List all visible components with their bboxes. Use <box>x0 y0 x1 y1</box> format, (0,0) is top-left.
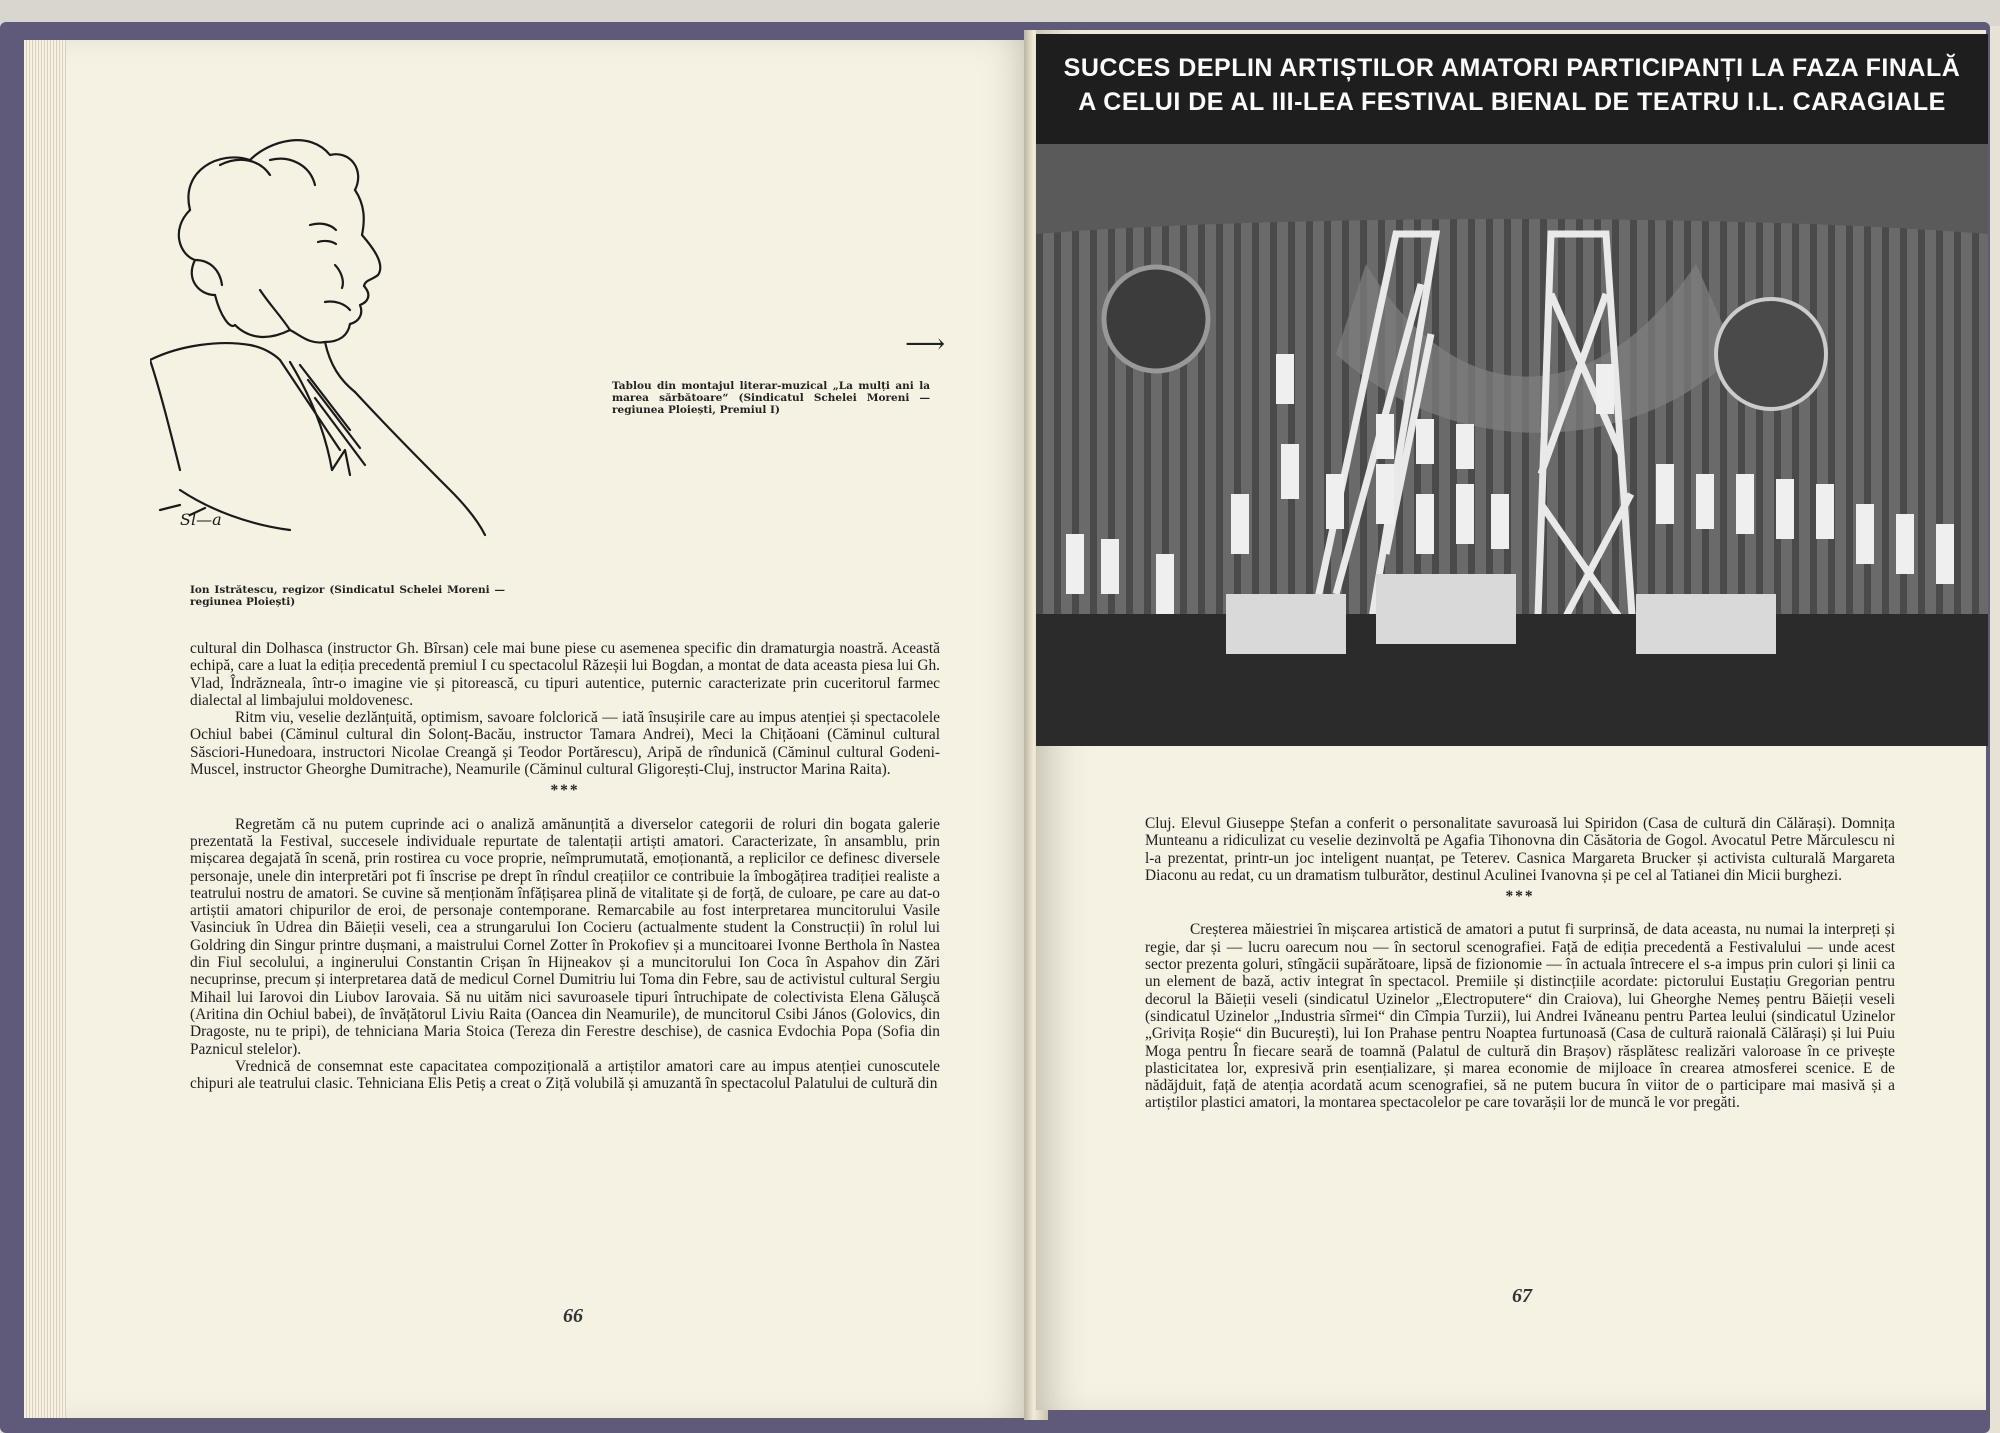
banner-line-1: SUCCES DEPLIN ARTIȘTILOR AMATORI PARTICIPANȚI LA FAZA FINALĂ <box>1063 54 1961 82</box>
photo-caption: Tablou din montajul literar-muzical „La mulți ani la marea sărbătoare“ (Sindicatul Schelei Moreni — regiunea Ploiești, Premiul I) <box>612 380 930 416</box>
stage-photo-drawing <box>1036 34 1988 746</box>
section-separator-right: *** <box>1505 888 1535 906</box>
left-paragraph-2: Ritm viu, veselie dezlănțuită, optimism, savoare folclorică — iată însușirile care au impus atenției și spectacolele Ochiul babei (Căminul cultural din Solonț-Bacău, instructor Tamara Andrei), Meci la Chițăoani (Căminul cultural Săsciori-Hunedoara, instructori Nicolae Creangă și Teodor Portărescu), Aripă de rîndunică (Căminul cultural Godeni-Muscel, instructor Gheorghe Dumitrache), Neamurile (Căminul cultural Gligorești-Cluj, instructor Marina Raita). <box>190 709 940 779</box>
right-page-body <box>1145 815 1895 1112</box>
right-paragraph-1: Cluj. Elevul Giuseppe Ștefan a conferit o personalitate savuroasă lui Spiridon (Casa de cultură din Călărași). Domnița Munteanu a ridiculizat cu veselie dezinvoltă pe Agafia Tihonovna din Căsătoria de Gogol. Avocatul Petre Mărculescu ni l-a prezentat, printr-un joc inteligent nuanțat, pe Teterev. Casnica Margareta Brucker și activista culturală Margareta Diaconu au redat, cu un dramatism tulburător, destinul Aculinei Ivanovna și pe cel al Tatianei din Micii burghezi. <box>1145 815 1895 884</box>
portrait-caption: Ion Istrătescu, regizor (Sindicatul Schelei Moreni — regiunea Ploiești) <box>190 584 505 608</box>
page-number-right: 67 <box>1512 1285 1532 1307</box>
portrait-signature: Sl—a <box>180 510 222 529</box>
arrow-icon: ⟶ <box>905 327 946 360</box>
left-paragraph-1: cultural din Dolhasca (instructor Gh. Bîrsan) cele mai bune piese cu asemenea specific din dramaturgia noastră. Această echipă, care a luat la ediția precedentă premiul I cu spectacolul Răzeșii lui Bogdan, a montat de data aceasta piesa lui Gh. Vlad, Îndrăzneala, într-o imagine vie și pitorească, cu tipuri autentice, puternic caracterizate prin cuceritorul farmec dialectal al limbajului moldovenesc. <box>190 640 940 709</box>
banner-line-2: A CELUI DE AL III-LEA FESTIVAL BIENAL DE TEATRU I.L. CARAGIALE <box>1078 88 1946 116</box>
section-separator: *** <box>550 782 580 800</box>
left-page-body <box>190 640 940 1092</box>
page-number-left: 66 <box>563 1305 583 1327</box>
portrait-sketch <box>150 130 550 550</box>
left-paragraph-4: Vrednică de consemnat este capacitatea compozițională a artiștilor amatori care au impus atenției cunoscutele chipuri ale teatrului clasic. Tehniciana Elis Petiș a creat o Ziță volubilă și amuzantă în spectacolul Palatului de cultură din <box>190 1057 940 1093</box>
page-edges <box>24 40 66 1418</box>
left-paragraph-3: Regretăm că nu putem cuprinde aci o analiză amănunțită a diverselor categorii de roluri din bogata galerie prezentată la Festival, succesele individuale repurtate de talentații artiști amatori. Caracterizate, în ansamblu, prin mișcarea degajată în scenă, prin rostirea cu voce proprie, neîmprumutată, emoționantă, a replicilor ce definesc diversele personaje, unele din interpretări pot fi înscrise pe drept în rîndul creațiilor ce contribuie la îmbogățirea tradiției realiste a teatrului nostru de amatori. Se cuvine să menționăm înfățișarea plină de vitalitate și de forță, de culoare, pe care au dat-o artiștii amatori chipurilor de eroi, de personaje contemporane. Remarcabile au fost interpretarea muncitorului Vasile Vasinciuk în Udrea din Băieții veseli, cea a strungarului Ion Cocieru (actualmente student la Construcții) în rolul lui Goldring din Singur printre dușmani, a maistrului Cornel Zotter în Prokofiev și a muncitoarei Ivonne Berthola în Nastea din Fiul secolului, a inginerului Constantin Crișan în Hijneakov și a muncitorului Ion Coca în Aspahov din Zări necuprinse, precum și interpretarea dată de medicul Cornel Dumitriu lui Toma din Febre, sau de activistul cultural Sergiu Mihail lui Iarovoi din Liubov Iarovaia. Să nu uităm nici savuroasele tipuri întruchipate de colectivista Elena Găluşcă (Aritina din Ochiul babei), de învățătorul Liviu Raita (Oancea din Neamurile), de muncitorul Csibi János (Golovics, din Dragoste, nu te pripi), de tehniciana Maria Stoica (Tereza din Ferestre deschise), de casnica Evdochia Popa (Sofia din Paznicul stelelor). <box>190 815 940 1058</box>
right-paragraph-2: Creșterea măiestriei în mișcarea artistică de amatori a putut fi surprinsă, de data aceasta, nu numai la interpreți și regie, dar și — lucru oarecum nou — în sectorul scenografiei. Față de ediția precedentă a Festivalului — unde acest sector prezenta goluri, stîngăcii supărătoare, lipsă de fizionomie — în actuala întrecere el s-a impus prin culori și linii ca un element de bază, activ integrat în spectacol. Premiile și distincțiile acordate: pictorului Eustațiu Gregorian pentru decorul la Băieții veseli (sindicatul Uzinelor „Electroputere“ din Craiova), lui Gheorghe Nemeș pentru Băieții veseli (sindicatul Uzinelor „Industria sîrmei“ din Cîmpia Turzii), lui Andrei Ivăneanu pentru Partea leului (sindicatul Uzinelor „Grivița Roșie“ din București), lui Ion Prahase pentru Noaptea furtunoasă (Casa de cultură raională Călărași) și lui Puiu Moga pentru În fiecare seară de toamnă (Palatul de cultură din Brașov) răsplătesc realizări valoroase în ce privește plasticitatea lor, expresivă prin esențializare, și marea economie de mijloace în crearea atmosferei scenice. E de nădăjduit, față de atenția acordată acum scenografiei, să ne putem bucura în viitor de o participare mai masivă și a artiștilor plastici amatori, la montarea spectacolelor pe care tovarășii lor de muncă le vor pregăti. <box>1145 921 1895 1112</box>
stage-photo <box>1036 34 1988 746</box>
